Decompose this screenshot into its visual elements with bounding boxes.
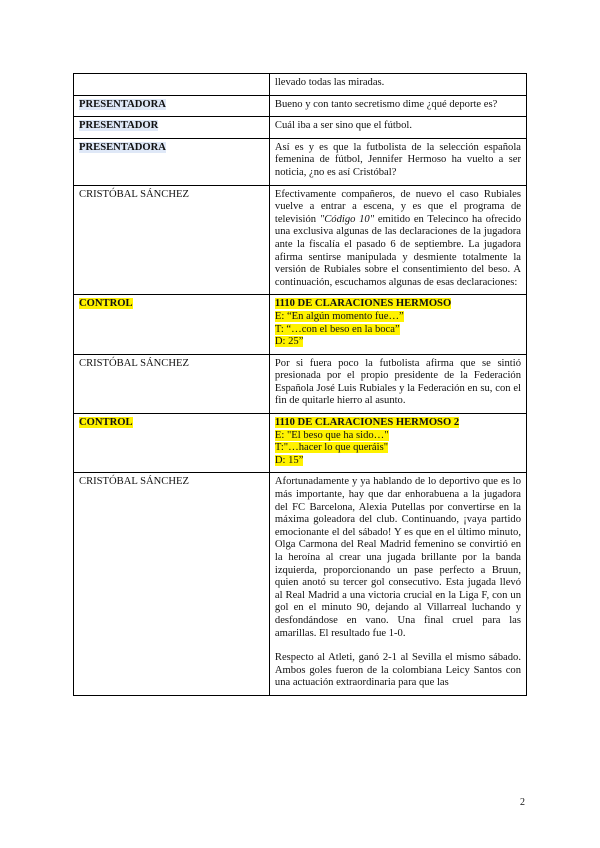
speaker-cell: CRISTÓBAL SÁNCHEZ [74, 185, 270, 295]
control-line: E: "El beso que ha sido…" [274, 429, 389, 441]
control-line: T:"…hacer lo que queráis" [274, 442, 389, 454]
speaker-cell [74, 414, 270, 473]
speaker-label: CONTROL [79, 298, 133, 310]
speaker-label: PRESENTADORA [79, 98, 166, 110]
dialogue-cell: Por si fuera poco la futbolista afirma que se sintió presionada por el propio presidente de la Federación Española José Luis Rubiales y la Federación en su, con el fin de quitarle hierro al asunto. [269, 354, 526, 413]
control-cell [269, 414, 526, 473]
table-row [74, 473, 527, 696]
dialogue-text: emitido en Telecinco ha ofrecido una exclusiva algunas de las declaraciones de la jugadora ante la fiscalía el pasado 6 de septiembre. La jugadora afirma sentirse manipulada y desmiente totalmente la versión de Rubiales sobre el consentimiento del beso. A continuación, escuchamos algunas de esas declaraciones: [274, 213, 522, 288]
control-cell [269, 295, 526, 354]
table-row [74, 117, 527, 139]
page-number: 2 [520, 797, 525, 808]
control-line: E: “En algún momento fue…” [274, 310, 404, 322]
table-row [74, 138, 527, 185]
dialogue-text: Efectivamente compañeros, de nuevo el caso Rubiales vuelve a entrar a escena, y es que el programa de televisión [274, 188, 521, 225]
table-row [74, 95, 527, 117]
control-title: 1110 DE CLARACIONES HERMOSO 2 [274, 417, 460, 429]
speaker-cell: CRISTÓBAL SÁNCHEZ [74, 354, 270, 413]
table-row [74, 74, 527, 96]
script-table [73, 73, 527, 696]
speaker-label: PRESENTADORA [79, 141, 166, 153]
control-line: T: “…con el beso en la boca” [274, 323, 400, 335]
speaker-cell [74, 74, 270, 96]
speaker-cell: CRISTÓBAL SÁNCHEZ [74, 473, 270, 696]
speaker-cell [74, 117, 270, 139]
dialogue-cell: Bueno y con tanto secretismo dime ¿qué deporte es? [269, 95, 526, 117]
dialogue-paragraph: Afortunadamente y ya hablando de lo deportivo que es lo más importante, hay que dar enhorabuena a la jugadora del FC Barcelona, Alexia Putellas por convertirse en la máxima goleadora del club. Continuando, ¡vaya partido emocionante el del sábado! Y es que en el último minuto, Olga Carmona del Real Madrid femenino se convirtió en la heroína al crear una jugada brillante por la banda izquierda, proporcionando un pase perfecto a Bruun, quien anotó su tercer gol consecutivo. Esta jugada llevó al Real Madrid a una victoria crucial en la Liga F, con un gol en el minuto 90, dejando al Villarreal luchando y desfondándose en vano. Una final cruel para las amarillas. El resultado fue 1-0. [274, 476, 521, 639]
speaker-label: PRESENTADOR [79, 120, 159, 132]
control-line: D: 25” [274, 336, 304, 348]
table-row [74, 354, 527, 413]
dialogue-cell: Así es y es que la futbolista de la selección española femenina de fútbol, Jennifer Hermoso ha vuelto a ser noticia, ¿no es así Cristóbal? [269, 138, 526, 185]
dialogue-cell [269, 473, 526, 696]
program-title: "Código 10" [319, 213, 375, 225]
table-row [74, 414, 527, 473]
speaker-cell [74, 138, 270, 185]
speaker-label: CONTROL [79, 417, 133, 429]
dialogue-cell: llevado todas las miradas. [269, 74, 526, 96]
speaker-cell [74, 95, 270, 117]
control-title: 1110 DE CLARACIONES HERMOSO [274, 298, 452, 310]
dialogue-cell [269, 185, 526, 295]
dialogue-cell: Cuál iba a ser sino que el fútbol. [269, 117, 526, 139]
table-row [74, 295, 527, 354]
speaker-cell [74, 295, 270, 354]
control-line: D: 15” [274, 454, 304, 466]
table-row [74, 185, 527, 295]
dialogue-paragraph: Respecto al Atleti, ganó 2-1 al Sevilla el mismo sábado. Ambos goles fueron de la colombiana Leicy Santos con una actuación extraordinaria para que las [274, 652, 521, 689]
